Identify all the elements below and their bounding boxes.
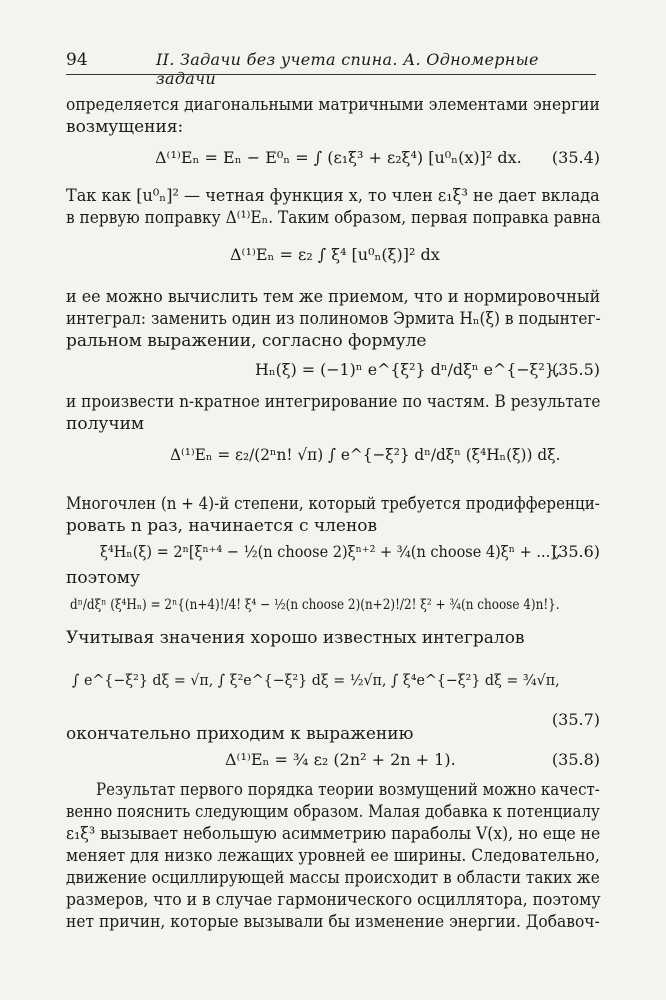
equation-text: Δ⁽¹⁾Eₙ = ε₂ ∫ ξ⁴ [u⁰ₙ(ξ)]² dx [230, 245, 440, 264]
text-line: определяется диагональными матричными элементами энергии [66, 95, 600, 115]
text-line: Многочлен (n + 4)-й степени, который требуется продифференци- [66, 494, 600, 514]
text-line: движение осциллирующей массы происходит в области таких же [66, 868, 600, 888]
text-line: и произвести n-кратное интегрирование по частям. В результате [66, 392, 601, 412]
equation-35-4 [155, 148, 522, 168]
equation-text: dⁿ/dξⁿ (ξ⁴Hₙ) = 2ⁿ{(n+4)!/4! ξ⁴ − ½(n choose 2)(n+2)!/2! ξ² + ¾(n choose 4)n!}. [70, 597, 560, 613]
equation-derivative [70, 595, 560, 615]
equation-number: (35.5) [551, 360, 600, 379]
text-line: получим [66, 414, 145, 434]
equation-text: Δ⁽¹⁾Eₙ = ¾ ε₂ (2n² + 2n + 1). [225, 750, 456, 769]
equation-number: (35.6) [551, 542, 600, 561]
page-header [66, 50, 596, 88]
equation-text: Hₙ(ξ) = (−1)ⁿ e^{ξ²} dⁿ/dξⁿ e^{−ξ²}, [255, 360, 560, 379]
text-line: интеграл: заменить один из полиномов Эрмита Hₙ(ξ) в подынтег- [66, 309, 601, 329]
equation-text: ∫ e^{−ξ²} dξ = √π, ∫ ξ²e^{−ξ²} dξ = ½√π, ∫ ξ⁴e^{−ξ²} dξ = ¾√π, [72, 671, 560, 689]
equation-integral [170, 445, 560, 465]
text-line: возмущения: [66, 117, 184, 137]
text-line: ε₁ξ³ вызывает небольшую асимметрию параболы V(x), но еще не [66, 824, 601, 844]
text-line: венно пояснить следующим образом. Малая добавка к потенциалу [66, 802, 600, 822]
equation-35-7 [72, 670, 560, 690]
text-line: Учитывая значения хорошо известных интегралов [66, 628, 525, 648]
equation-text: Δ⁽¹⁾Eₙ = ε₂/(2ⁿn! √π) ∫ e^{−ξ²} dⁿ/dξⁿ (ξ⁴Hₙ(ξ)) dξ. [170, 445, 561, 464]
equation-35-5 [255, 360, 560, 380]
text-line: ральном выражении, согласно формуле [66, 331, 427, 351]
text-line: меняет для низко лежащих уровней ее ширины. Следовательно, [66, 846, 600, 866]
equation-text: ξ⁴Hₙ(ξ) = 2ⁿ[ξⁿ⁺⁴ − ½(n choose 2)ξⁿ⁺² + ¾(n choose 4)ξⁿ + ...], [100, 542, 561, 561]
text-line: нет причин, которые вызывали бы изменение энергии. Добавоч- [66, 912, 600, 932]
text-line: окончательно приходим к выражению [66, 724, 414, 744]
text-line: размеров, что и в случае гармонического осциллятора, поэтому [66, 890, 601, 910]
text-line: Так как [u⁰ₙ]² — четная функция x, то член ε₁ξ³ не дает вклада [66, 186, 600, 206]
text-line: и ее можно вычислить тем же приемом, что и нормировочный [66, 287, 601, 307]
equation-text: Δ⁽¹⁾Eₙ = Eₙ − E⁰ₙ = ∫ (ε₁ξ³ + ε₂ξ⁴) [u⁰ₙ(x)]² dx. [155, 148, 522, 167]
page-number: 94 [66, 50, 88, 70]
equation-number: (35.4) [551, 148, 600, 167]
equation-first-correction [230, 245, 440, 265]
text-line: в первую поправку Δ⁽¹⁾Eₙ. Таким образом, первая поправка равна [66, 208, 601, 228]
text-line: Результат первого порядка теории возмущений можно качест- [96, 780, 600, 800]
text-line: ровать n раз, начинается с членов [66, 516, 378, 536]
equation-35-6 [100, 542, 561, 562]
text-line: поэтому [66, 568, 140, 588]
running-title: II. Задачи без учета спина. А. Одномерные задачи [156, 50, 539, 88]
equation-number: (35.8) [551, 750, 600, 769]
equation-35-8 [225, 750, 456, 770]
equation-number: (35.7) [551, 710, 600, 729]
